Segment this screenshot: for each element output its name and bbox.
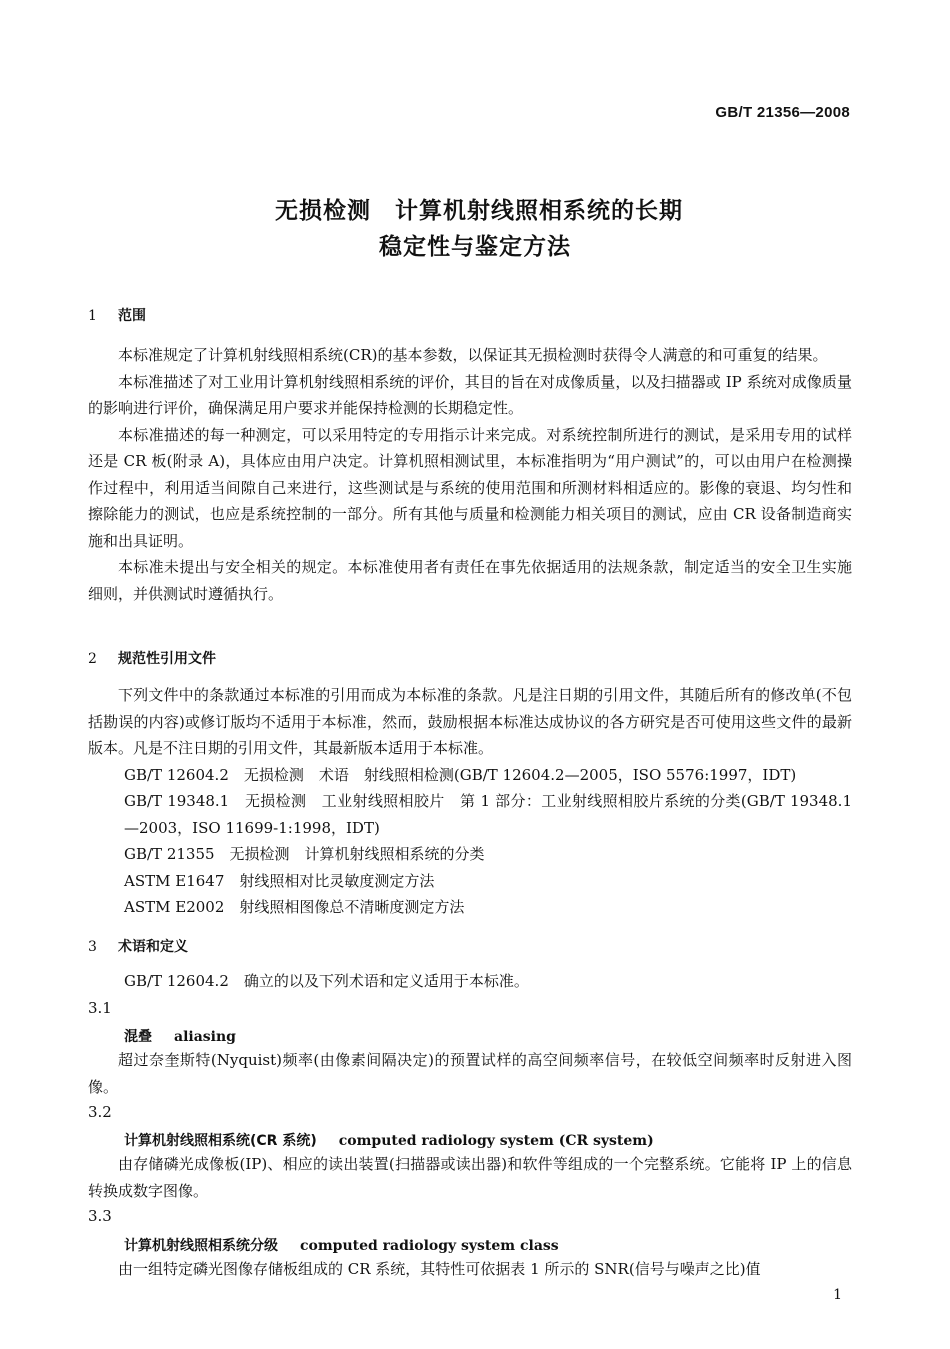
term-definition: [88, 1151, 852, 1204]
section-1-body: [88, 342, 852, 607]
page-number: 1: [833, 1287, 842, 1303]
paragraph: 超过奈奎斯特(Nyquist)频率(由像素间隔决定)的预置试样的高空间频率信号，在较低空间频率时反射进入图像。: [88, 1051, 852, 1096]
paragraph: 由一组特定磷光图像存储板组成的 CR 系统，其特性可依据表 1 所示的 SNR(信号与噪声之比)值: [118, 1260, 761, 1278]
term-definition: [88, 1256, 852, 1283]
section-3-heading: [88, 936, 188, 956]
term-en: aliasing: [174, 1029, 236, 1045]
section-3-intro: [88, 968, 852, 995]
section-2-heading: [88, 648, 216, 668]
term-en: computed radiology system class: [300, 1238, 559, 1254]
standard-code: GB/T 21356—2008: [715, 104, 850, 121]
section-number: 3: [88, 939, 97, 955]
section-number: 1: [88, 308, 97, 324]
section-1-heading: [88, 305, 146, 325]
reference-item: ASTM E2002 射线照相图像总不清晰度测定方法: [124, 898, 465, 916]
document-title-line1: 无损检测 计算机射线照相系统的长期: [275, 198, 683, 224]
paragraph: 本标准未提出与安全相关的规定。本标准使用者有责任在事先依据适用的法规条款，制定适当的安全卫生实施细则，并供测试时遵循执行。: [88, 558, 852, 603]
document-title-line2: 稳定性与鉴定方法: [379, 234, 571, 260]
paragraph: 本标准规定了计算机射线照相系统(CR)的基本参数，以保证其无损检测时获得令人满意的和可重复的结果。: [118, 346, 828, 364]
term-definition: [88, 1047, 852, 1100]
term-zh: 计算机射线照相系统(CR 系统): [124, 1133, 317, 1149]
term-zh: 计算机射线照相系统分级: [124, 1238, 278, 1254]
section-number: 2: [88, 651, 97, 667]
section-title: 范围: [118, 308, 146, 324]
clause-number: 3.1: [88, 999, 112, 1017]
paragraph: 本标准描述的每一种测定，可以采用特定的专用指示计来完成。对系统控制所进行的测试，是采用专用的试样还是 CR 板(附录 A)，具体应由用户决定。计算机照相测试里，本标准指明为“用户测试”的，可以由用户在检测操作过程中，利用适当间隙自己来进行，这些测试是与系统的使用范围和所测材料相适应的。影像的衰退、均匀性和擦除能力的测试，也应是系统控制的一部分。所有其他与质量和检测能力相关项目的测试，应由 CR 设备制造商实施和出具证明。: [88, 425, 852, 550]
term-heading: [124, 1026, 236, 1046]
reference-item: GB/T 12604.2 无损检测 术语 射线照相检测(GB/T 12604.2—2005，ISO 5576:1997，IDT): [124, 765, 797, 784]
paragraph: 下列文件中的条款通过本标准的引用而成为本标准的条款。凡是注日期的引用文件，其随后所有的修改单(不包括勘误的内容)或修订版均不适用于本标准，然而，鼓励根据本标准达成协议的各方研究是否可使用这些文件的最新版本。凡是不注日期的引用文件，其最新版本适用于本标准。: [88, 686, 852, 757]
reference-item: GB/T 19348.1 无损检测 工业射线照相胶片 第 1 部分：工业射线照相胶片系统的分类(GB/T 19348.1—2003，ISO 11699-1:1998，IDT): [124, 792, 852, 837]
paragraph: 本标准描述了对工业用计算机射线照相系统的评价，其目的旨在对成像质量，以及扫描器或 IP 系统对成像质量的影响进行评价，确保满足用户要求并能保持检测的长期稳定性。: [88, 372, 852, 417]
term-heading: [124, 1235, 559, 1255]
term-zh: 混叠: [124, 1029, 152, 1045]
paragraph: 由存储磷光成像板(IP)、相应的读出装置(扫描器或读出器)和软件等组成的一个完整系统。它能将 IP 上的信息转换成数字图像。: [88, 1155, 852, 1200]
term-heading: [124, 1130, 654, 1150]
clause-number: 3.2: [88, 1103, 112, 1121]
term-en: computed radiology system (CR system): [338, 1133, 654, 1149]
paragraph: GB/T 12604.2 确立的以及下列术语和定义适用于本标准。: [124, 972, 529, 990]
section-title: 术语和定义: [118, 939, 188, 955]
section-title: 规范性引用文件: [118, 651, 216, 667]
reference-item: ASTM E1647 射线照相对比灵敏度测定方法: [124, 871, 435, 890]
reference-item: GB/T 21355 无损检测 计算机射线照相系统的分类: [124, 845, 485, 863]
section-2-body: [88, 682, 852, 921]
clause-number: 3.3: [88, 1207, 112, 1225]
